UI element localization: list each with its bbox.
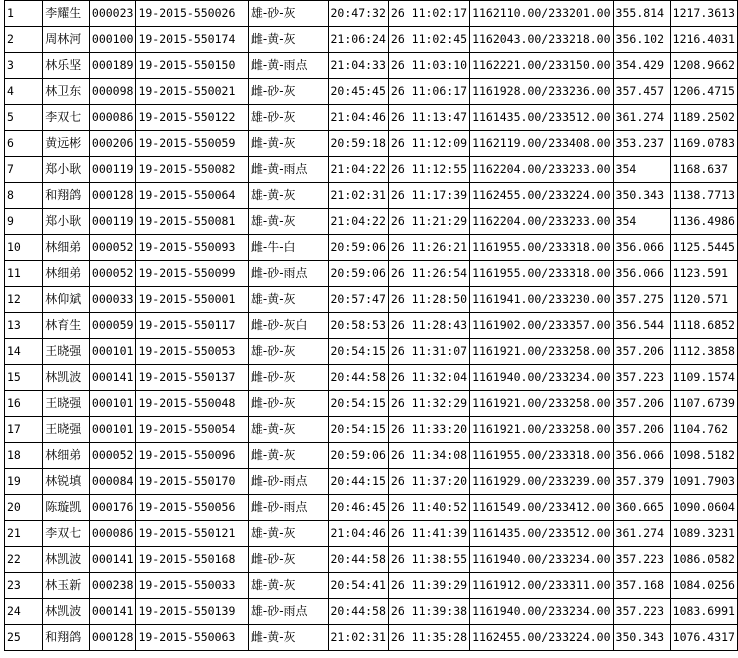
arrival-time-cell: 26 11:12:09 <box>388 131 469 157</box>
ring-number-cell: 19-2015-550093 <box>136 235 248 261</box>
table-row <box>5 183 738 209</box>
arrival-time-cell: 26 11:12:55 <box>388 157 469 183</box>
owner-name-cell: 和翔鸽 <box>43 625 90 651</box>
member-id-cell: 000128 <box>89 183 136 209</box>
rank-cell: 9 <box>5 209 43 235</box>
speed-cell: 1189.2502 <box>670 105 737 131</box>
sex-color-cell: 雌-砂-灰 <box>248 79 328 105</box>
release-time-cell: 20:59:06 <box>328 235 388 261</box>
coordinates-cell: 1162110.00/233201.00 <box>470 1 613 27</box>
speed-cell: 1098.5182 <box>670 443 737 469</box>
owner-name-cell: 王晓强 <box>43 339 90 365</box>
release-time-cell: 20:44:58 <box>328 599 388 625</box>
arrival-time-cell: 26 11:39:38 <box>388 599 469 625</box>
speed-cell: 1076.4317 <box>670 625 737 651</box>
owner-name-cell: 林细弟 <box>43 443 90 469</box>
arrival-time-cell: 26 11:35:28 <box>388 625 469 651</box>
speed-cell: 1109.1574 <box>670 365 737 391</box>
rank-cell: 12 <box>5 287 43 313</box>
speed-cell: 1112.3858 <box>670 339 737 365</box>
distance-cell: 357.457 <box>613 79 670 105</box>
ring-number-cell: 19-2015-550139 <box>136 599 248 625</box>
sex-color-cell: 雄-黄-灰 <box>248 573 328 599</box>
coordinates-cell: 1162204.00/233233.00 <box>470 157 613 183</box>
member-id-cell: 000176 <box>89 495 136 521</box>
arrival-time-cell: 26 11:28:43 <box>388 313 469 339</box>
speed-cell: 1091.7903 <box>670 469 737 495</box>
release-time-cell: 20:45:45 <box>328 79 388 105</box>
distance-cell: 356.066 <box>613 235 670 261</box>
distance-cell: 357.223 <box>613 599 670 625</box>
table-row <box>5 261 738 287</box>
ring-number-cell: 19-2015-550048 <box>136 391 248 417</box>
coordinates-cell: 1161921.00/233258.00 <box>470 339 613 365</box>
rank-cell: 16 <box>5 391 43 417</box>
member-id-cell: 000141 <box>89 599 136 625</box>
coordinates-cell: 1162221.00/233150.00 <box>470 53 613 79</box>
ring-number-cell: 19-2015-550096 <box>136 443 248 469</box>
rank-cell: 24 <box>5 599 43 625</box>
arrival-time-cell: 26 11:38:55 <box>388 547 469 573</box>
owner-name-cell: 周林河 <box>43 27 90 53</box>
sex-color-cell: 雄-黄-灰 <box>248 209 328 235</box>
distance-cell: 356.102 <box>613 27 670 53</box>
table-row <box>5 313 738 339</box>
distance-cell: 357.206 <box>613 391 670 417</box>
sex-color-cell: 雄-黄-灰 <box>248 521 328 547</box>
release-time-cell: 20:54:41 <box>328 573 388 599</box>
member-id-cell: 000238 <box>89 573 136 599</box>
owner-name-cell: 林凯波 <box>43 547 90 573</box>
owner-name-cell: 黄远彬 <box>43 131 90 157</box>
rank-cell: 6 <box>5 131 43 157</box>
distance-cell: 357.379 <box>613 469 670 495</box>
distance-cell: 354 <box>613 157 670 183</box>
release-time-cell: 20:58:53 <box>328 313 388 339</box>
member-id-cell: 000052 <box>89 443 136 469</box>
rank-cell: 3 <box>5 53 43 79</box>
speed-cell: 1120.571 <box>670 287 737 313</box>
release-time-cell: 20:59:06 <box>328 443 388 469</box>
arrival-time-cell: 26 11:02:45 <box>388 27 469 53</box>
rank-cell: 11 <box>5 261 43 287</box>
table-row <box>5 365 738 391</box>
owner-name-cell: 李双七 <box>43 521 90 547</box>
table-row <box>5 53 738 79</box>
sex-color-cell: 雌-砂-灰白 <box>248 313 328 339</box>
ring-number-cell: 19-2015-550081 <box>136 209 248 235</box>
speed-cell: 1084.0256 <box>670 573 737 599</box>
owner-name-cell: 李双七 <box>43 105 90 131</box>
speed-cell: 1107.6739 <box>670 391 737 417</box>
arrival-time-cell: 26 11:03:10 <box>388 53 469 79</box>
member-id-cell: 000101 <box>89 391 136 417</box>
member-id-cell: 000052 <box>89 235 136 261</box>
coordinates-cell: 1162119.00/233408.00 <box>470 131 613 157</box>
table-row <box>5 79 738 105</box>
arrival-time-cell: 26 11:17:39 <box>388 183 469 209</box>
arrival-time-cell: 26 11:41:39 <box>388 521 469 547</box>
sex-color-cell: 雌-黄-灰 <box>248 625 328 651</box>
release-time-cell: 20:54:15 <box>328 417 388 443</box>
ring-number-cell: 19-2015-550063 <box>136 625 248 651</box>
table-row <box>5 1 738 27</box>
release-time-cell: 21:04:22 <box>328 157 388 183</box>
distance-cell: 357.275 <box>613 287 670 313</box>
ring-number-cell: 19-2015-550137 <box>136 365 248 391</box>
sex-color-cell: 雌-砂-雨点 <box>248 469 328 495</box>
ring-number-cell: 19-2015-550021 <box>136 79 248 105</box>
arrival-time-cell: 26 11:21:29 <box>388 209 469 235</box>
coordinates-cell: 1161921.00/233258.00 <box>470 417 613 443</box>
rank-cell: 4 <box>5 79 43 105</box>
member-id-cell: 000059 <box>89 313 136 339</box>
coordinates-cell: 1162455.00/233224.00 <box>470 183 613 209</box>
distance-cell: 360.665 <box>613 495 670 521</box>
owner-name-cell: 林卫东 <box>43 79 90 105</box>
arrival-time-cell: 26 11:02:17 <box>388 1 469 27</box>
table-row <box>5 391 738 417</box>
ring-number-cell: 19-2015-550082 <box>136 157 248 183</box>
owner-name-cell: 林凯波 <box>43 599 90 625</box>
owner-name-cell: 王晓强 <box>43 417 90 443</box>
rank-cell: 2 <box>5 27 43 53</box>
release-time-cell: 21:06:24 <box>328 27 388 53</box>
member-id-cell: 000119 <box>89 209 136 235</box>
speed-cell: 1125.5445 <box>670 235 737 261</box>
member-id-cell: 000086 <box>89 105 136 131</box>
release-time-cell: 20:57:47 <box>328 287 388 313</box>
sex-color-cell: 雄-砂-雨点 <box>248 599 328 625</box>
distance-cell: 354.429 <box>613 53 670 79</box>
rank-cell: 1 <box>5 1 43 27</box>
sex-color-cell: 雌-黄-灰 <box>248 27 328 53</box>
coordinates-cell: 1161941.00/233230.00 <box>470 287 613 313</box>
sex-color-cell: 雌-牛-白 <box>248 235 328 261</box>
ring-number-cell: 19-2015-550001 <box>136 287 248 313</box>
coordinates-cell: 1161928.00/233236.00 <box>470 79 613 105</box>
coordinates-cell: 1161955.00/233318.00 <box>470 443 613 469</box>
release-time-cell: 20:59:06 <box>328 261 388 287</box>
owner-name-cell: 林育生 <box>43 313 90 339</box>
owner-name-cell: 林凯波 <box>43 365 90 391</box>
distance-cell: 361.274 <box>613 105 670 131</box>
coordinates-cell: 1162043.00/233218.00 <box>470 27 613 53</box>
table-row <box>5 287 738 313</box>
arrival-time-cell: 26 11:06:17 <box>388 79 469 105</box>
coordinates-cell: 1161912.00/233311.00 <box>470 573 613 599</box>
ring-number-cell: 19-2015-550064 <box>136 183 248 209</box>
rank-cell: 15 <box>5 365 43 391</box>
owner-name-cell: 林细弟 <box>43 235 90 261</box>
member-id-cell: 000101 <box>89 417 136 443</box>
owner-name-cell: 王晓强 <box>43 391 90 417</box>
owner-name-cell: 郑小耿 <box>43 157 90 183</box>
release-time-cell: 21:02:31 <box>328 625 388 651</box>
ring-number-cell: 19-2015-550099 <box>136 261 248 287</box>
speed-cell: 1206.4715 <box>670 79 737 105</box>
table-row <box>5 547 738 573</box>
coordinates-cell: 1162204.00/233233.00 <box>470 209 613 235</box>
release-time-cell: 21:04:46 <box>328 521 388 547</box>
table-row <box>5 469 738 495</box>
release-time-cell: 20:47:32 <box>328 1 388 27</box>
rank-cell: 21 <box>5 521 43 547</box>
distance-cell: 353.237 <box>613 131 670 157</box>
member-id-cell: 000033 <box>89 287 136 313</box>
arrival-time-cell: 26 11:32:29 <box>388 391 469 417</box>
arrival-time-cell: 26 11:39:29 <box>388 573 469 599</box>
coordinates-cell: 1161940.00/233234.00 <box>470 599 613 625</box>
member-id-cell: 000141 <box>89 365 136 391</box>
sex-color-cell: 雌-黄-雨点 <box>248 53 328 79</box>
member-id-cell: 000141 <box>89 547 136 573</box>
table-row <box>5 339 738 365</box>
member-id-cell: 000119 <box>89 157 136 183</box>
release-time-cell: 21:02:31 <box>328 183 388 209</box>
release-time-cell: 21:04:46 <box>328 105 388 131</box>
table-row <box>5 27 738 53</box>
distance-cell: 357.206 <box>613 417 670 443</box>
speed-cell: 1090.0604 <box>670 495 737 521</box>
ring-number-cell: 19-2015-550059 <box>136 131 248 157</box>
speed-cell: 1086.0582 <box>670 547 737 573</box>
sex-color-cell: 雄-砂-灰 <box>248 105 328 131</box>
rank-cell: 7 <box>5 157 43 183</box>
ring-number-cell: 19-2015-550174 <box>136 27 248 53</box>
sex-color-cell: 雌-砂-雨点 <box>248 261 328 287</box>
speed-cell: 1208.9662 <box>670 53 737 79</box>
member-id-cell: 000052 <box>89 261 136 287</box>
release-time-cell: 21:04:22 <box>328 209 388 235</box>
sex-color-cell: 雄-黄-灰 <box>248 417 328 443</box>
speed-cell: 1138.7713 <box>670 183 737 209</box>
member-id-cell: 000128 <box>89 625 136 651</box>
arrival-time-cell: 26 11:37:20 <box>388 469 469 495</box>
ring-number-cell: 19-2015-550056 <box>136 495 248 521</box>
table-row <box>5 495 738 521</box>
rank-cell: 10 <box>5 235 43 261</box>
release-time-cell: 20:54:15 <box>328 339 388 365</box>
member-id-cell: 000206 <box>89 131 136 157</box>
arrival-time-cell: 26 11:33:20 <box>388 417 469 443</box>
table-row <box>5 625 738 651</box>
member-id-cell: 000084 <box>89 469 136 495</box>
distance-cell: 361.274 <box>613 521 670 547</box>
sex-color-cell: 雌-砂-灰 <box>248 365 328 391</box>
coordinates-cell: 1161435.00/233512.00 <box>470 105 613 131</box>
table-row <box>5 521 738 547</box>
release-time-cell: 20:44:58 <box>328 365 388 391</box>
arrival-time-cell: 26 11:34:08 <box>388 443 469 469</box>
release-time-cell: 20:59:18 <box>328 131 388 157</box>
table-row <box>5 131 738 157</box>
rank-cell: 14 <box>5 339 43 365</box>
coordinates-cell: 1161940.00/233234.00 <box>470 547 613 573</box>
speed-cell: 1169.0783 <box>670 131 737 157</box>
ring-number-cell: 19-2015-550150 <box>136 53 248 79</box>
table-row <box>5 209 738 235</box>
sex-color-cell: 雄-砂-灰 <box>248 1 328 27</box>
release-time-cell: 20:44:15 <box>328 469 388 495</box>
rank-cell: 8 <box>5 183 43 209</box>
member-id-cell: 000101 <box>89 339 136 365</box>
member-id-cell: 000100 <box>89 27 136 53</box>
arrival-time-cell: 26 11:26:54 <box>388 261 469 287</box>
arrival-time-cell: 26 11:26:21 <box>388 235 469 261</box>
table-row <box>5 157 738 183</box>
sex-color-cell: 雌-砂-雨点 <box>248 495 328 521</box>
distance-cell: 357.206 <box>613 339 670 365</box>
table-row <box>5 417 738 443</box>
rank-cell: 18 <box>5 443 43 469</box>
rank-cell: 23 <box>5 573 43 599</box>
coordinates-cell: 1161549.00/233412.00 <box>470 495 613 521</box>
rank-cell: 13 <box>5 313 43 339</box>
owner-name-cell: 林玉新 <box>43 573 90 599</box>
distance-cell: 357.168 <box>613 573 670 599</box>
speed-cell: 1083.6991 <box>670 599 737 625</box>
distance-cell: 354 <box>613 209 670 235</box>
distance-cell: 357.223 <box>613 365 670 391</box>
distance-cell: 355.814 <box>613 1 670 27</box>
speed-cell: 1123.591 <box>670 261 737 287</box>
ring-number-cell: 19-2015-550117 <box>136 313 248 339</box>
speed-cell: 1136.4986 <box>670 209 737 235</box>
sex-color-cell: 雄-黄-灰 <box>248 183 328 209</box>
ring-number-cell: 19-2015-550168 <box>136 547 248 573</box>
owner-name-cell: 林锐填 <box>43 469 90 495</box>
rank-cell: 20 <box>5 495 43 521</box>
table-row <box>5 443 738 469</box>
speed-cell: 1216.4031 <box>670 27 737 53</box>
sex-color-cell: 雌-砂-灰 <box>248 391 328 417</box>
arrival-time-cell: 26 11:13:47 <box>388 105 469 131</box>
table-row <box>5 573 738 599</box>
speed-cell: 1089.3231 <box>670 521 737 547</box>
coordinates-cell: 1161921.00/233258.00 <box>470 391 613 417</box>
release-time-cell: 20:54:15 <box>328 391 388 417</box>
sex-color-cell: 雄-砂-灰 <box>248 339 328 365</box>
ring-number-cell: 19-2015-550170 <box>136 469 248 495</box>
coordinates-cell: 1161955.00/233318.00 <box>470 261 613 287</box>
sex-color-cell: 雌-黄-灰 <box>248 443 328 469</box>
table-row <box>5 105 738 131</box>
table-row <box>5 235 738 261</box>
member-id-cell: 000189 <box>89 53 136 79</box>
coordinates-cell: 1161940.00/233234.00 <box>470 365 613 391</box>
coordinates-cell: 1161955.00/233318.00 <box>470 235 613 261</box>
arrival-time-cell: 26 11:40:52 <box>388 495 469 521</box>
ring-number-cell: 19-2015-550033 <box>136 573 248 599</box>
results-table-body <box>5 1 738 651</box>
sex-color-cell: 雌-黄-雨点 <box>248 157 328 183</box>
distance-cell: 357.223 <box>613 547 670 573</box>
sex-color-cell: 雌-砂-灰 <box>248 547 328 573</box>
coordinates-cell: 1161929.00/233239.00 <box>470 469 613 495</box>
arrival-time-cell: 26 11:32:04 <box>388 365 469 391</box>
release-time-cell: 21:04:33 <box>328 53 388 79</box>
coordinates-cell: 1161435.00/233512.00 <box>470 521 613 547</box>
rank-cell: 25 <box>5 625 43 651</box>
distance-cell: 350.343 <box>613 625 670 651</box>
ring-number-cell: 19-2015-550122 <box>136 105 248 131</box>
speed-cell: 1104.762 <box>670 417 737 443</box>
member-id-cell: 000086 <box>89 521 136 547</box>
rank-cell: 19 <box>5 469 43 495</box>
sex-color-cell: 雄-黄-灰 <box>248 287 328 313</box>
ring-number-cell: 19-2015-550054 <box>136 417 248 443</box>
distance-cell: 356.544 <box>613 313 670 339</box>
owner-name-cell: 郑小耿 <box>43 209 90 235</box>
owner-name-cell: 陈璇凯 <box>43 495 90 521</box>
release-time-cell: 20:44:58 <box>328 547 388 573</box>
speed-cell: 1168.637 <box>670 157 737 183</box>
distance-cell: 356.066 <box>613 261 670 287</box>
release-time-cell: 20:46:45 <box>328 495 388 521</box>
table-row <box>5 599 738 625</box>
speed-cell: 1118.6852 <box>670 313 737 339</box>
distance-cell: 350.343 <box>613 183 670 209</box>
member-id-cell: 000023 <box>89 1 136 27</box>
sex-color-cell: 雌-黄-灰 <box>248 131 328 157</box>
rank-cell: 5 <box>5 105 43 131</box>
ring-number-cell: 19-2015-550026 <box>136 1 248 27</box>
coordinates-cell: 1162455.00/233224.00 <box>470 625 613 651</box>
owner-name-cell: 和翔鸽 <box>43 183 90 209</box>
rank-cell: 22 <box>5 547 43 573</box>
rank-cell: 17 <box>5 417 43 443</box>
speed-cell: 1217.3613 <box>670 1 737 27</box>
owner-name-cell: 林细弟 <box>43 261 90 287</box>
arrival-time-cell: 26 11:31:07 <box>388 339 469 365</box>
owner-name-cell: 林乐坚 <box>43 53 90 79</box>
owner-name-cell: 李耀生 <box>43 1 90 27</box>
ring-number-cell: 19-2015-550053 <box>136 339 248 365</box>
owner-name-cell: 林仰斌 <box>43 287 90 313</box>
member-id-cell: 000098 <box>89 79 136 105</box>
distance-cell: 356.066 <box>613 443 670 469</box>
arrival-time-cell: 26 11:28:50 <box>388 287 469 313</box>
coordinates-cell: 1161902.00/233357.00 <box>470 313 613 339</box>
results-table <box>4 0 738 651</box>
ring-number-cell: 19-2015-550121 <box>136 521 248 547</box>
